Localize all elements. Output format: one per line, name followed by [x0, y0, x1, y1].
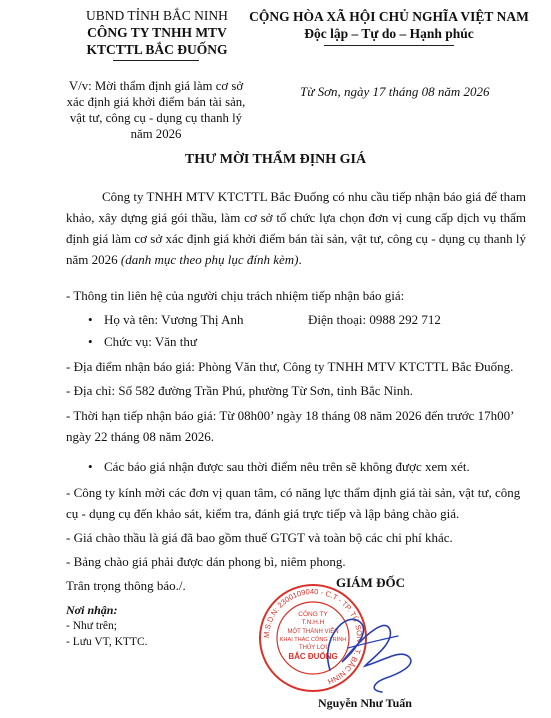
- stamp-ring-text: M.S.D.N: 2300109040 - C.T - TP. TỪ SƠN - T. BẮC NINH: [261, 586, 365, 687]
- national-motto-block: [234, 8, 544, 42]
- bullet-icon: •: [88, 334, 93, 349]
- contact-position-row: [88, 331, 288, 352]
- issuer-company-line1: CÔNG TY TNHH MTV: [87, 25, 227, 40]
- seal-note: - Bảng chào giá phải được dán phong bì, niêm phong.: [66, 554, 346, 569]
- intro-text: Công ty TNHH MTV KTCTTL Bắc Đuống có nhu cầu tiếp nhận báo giá để tham khảo, xây dựng giá gói thầu, làm cơ sở tổ chức lựa chọn đơn vị cung cấp dịch vụ thẩm định giá làm cơ sở xác định giá khởi điểm bán tài sản, vật tư, công cụ - dụng cụ thanh lý năm 2026: [66, 189, 526, 267]
- invite-line1: - Công ty kính mời các đơn vị quan tâm, có năng lực thẩm định giá tài sản, vật tư, công: [66, 485, 521, 500]
- stamp-line: KHAI THÁC CÔNG TRÌNH: [279, 637, 347, 643]
- issuer-block: [62, 8, 252, 58]
- deadline-line1: - Thời hạn tiếp nhận báo giá: Từ 08h00’ ngày 18 tháng 08 năm 2026 đến trước 17h00’: [66, 408, 515, 423]
- issuer-authority: UBND TỈNH BẮC NINH: [86, 8, 228, 23]
- receiving-location: - Địa điểm nhận báo giá: Phòng Văn thư, Công ty TNHH MTV KTCTTL Bắc Đuống.: [66, 359, 514, 374]
- stamp-line: THỦY LỢI: [298, 645, 328, 651]
- stamp-line: MỘT THÀNH VIÊN: [287, 629, 339, 635]
- issuer-company-line2: KTCTTL BẮC ĐUỐNG: [86, 42, 228, 57]
- issuer-underline: [113, 60, 199, 61]
- recipients-title: Nơi nhận:: [66, 603, 118, 617]
- deadline-line2: ngày 22 tháng 08 năm 2026.: [66, 429, 215, 444]
- tax-note: - Giá chào thầu là giá đã bao gồm thuế GTGT và toàn bộ các chi phí khác.: [66, 530, 453, 545]
- contact-intro: - Thông tin liên hệ của người chịu trách nhiệm tiếp nhận báo giá:: [66, 288, 405, 303]
- subject-line: V/v: Mời thẩm định giá làm cơ sở: [68, 79, 244, 93]
- late-note: Các báo giá nhận được sau thời điểm nêu trên sẽ không được xem xét.: [104, 459, 470, 474]
- stamp-line: BẮC ĐUỐNG: [288, 652, 338, 661]
- subject-line: vật tư, công cụ - dụng cụ thanh lý: [69, 111, 243, 125]
- document-title: THƯ MỜI THẨM ĐỊNH GIÁ: [184, 152, 367, 167]
- subject-line: năm 2026: [130, 127, 182, 141]
- bullet-icon: •: [88, 312, 93, 327]
- subject-block: [40, 78, 272, 142]
- contact-phone: Điện thoại: 0988 292 712: [308, 312, 441, 327]
- contact-position: Chức vụ: Văn thư: [104, 334, 197, 349]
- country-name: CỘNG HÒA XÃ HỘI CHỦ NGHĨA VIỆT NAM: [249, 9, 529, 24]
- signer-title: GIÁM ĐỐC: [336, 575, 405, 590]
- date-line: Từ Sơn, ngày 17 tháng 08 năm 2026: [300, 84, 490, 99]
- closing-line: Trân trọng thông báo./.: [66, 578, 186, 593]
- motto-underline: [324, 45, 454, 46]
- handwritten-signature: [290, 600, 430, 700]
- subject-line: xác định giá khởi điểm bán tài sản,: [66, 95, 246, 109]
- late-note-row: [88, 456, 528, 477]
- intro-paragraph: [66, 186, 526, 270]
- national-motto: Độc lập – Tự do – Hạnh phúc: [304, 26, 474, 41]
- recipient-item: - Như trên;: [66, 620, 117, 632]
- bullet-icon: •: [88, 459, 93, 474]
- contact-name-row: [88, 309, 288, 330]
- intro-end: .: [298, 252, 302, 267]
- appendix-note: (danh mục theo phụ lục đính kèm): [120, 252, 299, 267]
- invite-line2: cụ - dụng cụ đến khảo sát, kiểm tra, đánh giá trực tiếp và lập bảng chào giá.: [66, 506, 460, 521]
- recipient-item: - Lưu VT, KTTC.: [66, 636, 148, 648]
- signer-name: Nguyễn Như Tuấn: [318, 696, 412, 710]
- stamp-line: T.N.H.H: [301, 619, 325, 626]
- address-line: - Địa chỉ: Số 582 đường Trần Phú, phường Từ Sơn, tỉnh Bắc Ninh.: [66, 383, 414, 398]
- stamp-line: CÔNG TY: [298, 611, 328, 618]
- contact-name: Họ và tên: Vương Thị Anh: [104, 312, 244, 327]
